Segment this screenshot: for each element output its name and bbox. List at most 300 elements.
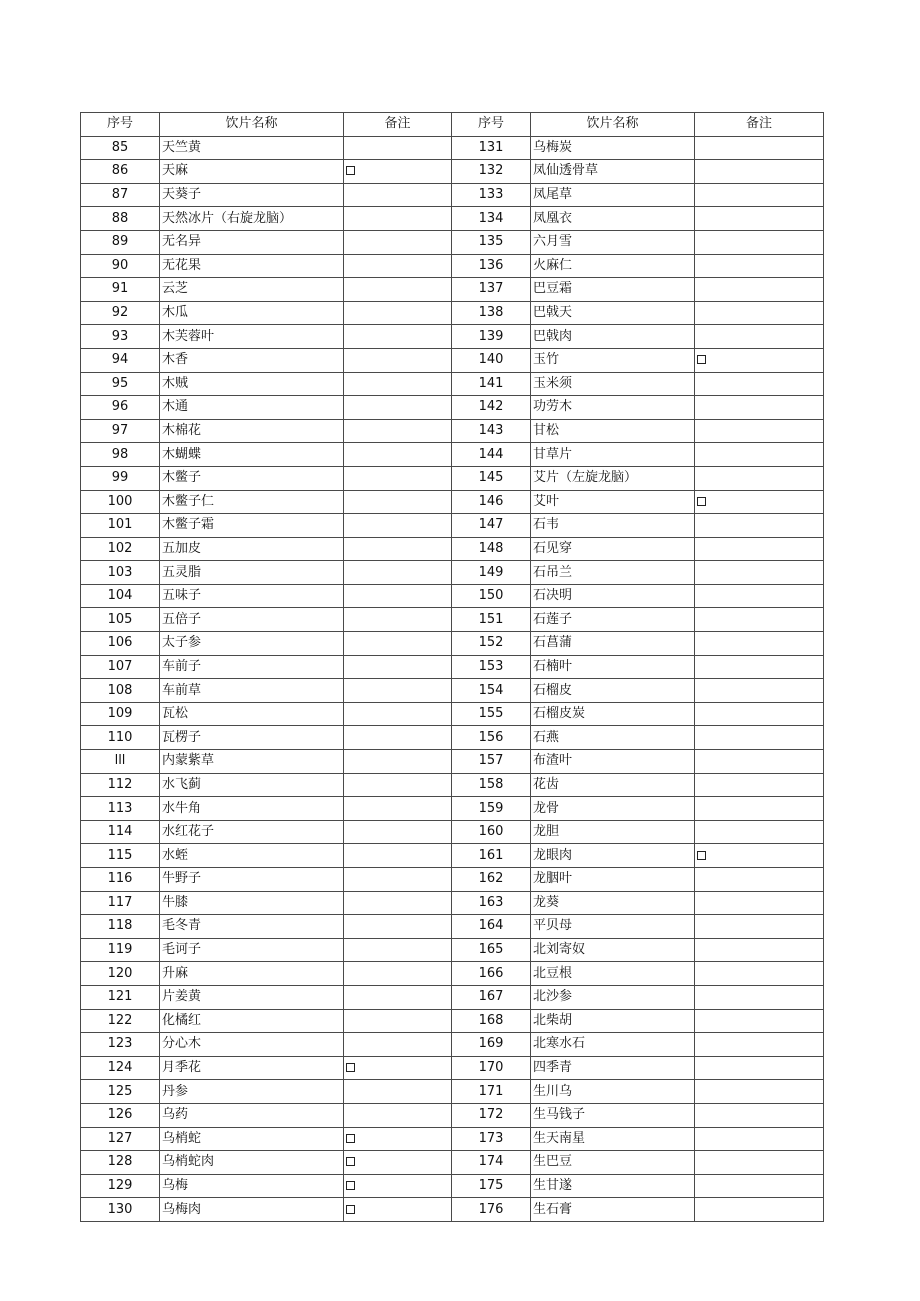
herb-name-left: 木香: [160, 348, 344, 372]
seq-right: 169: [452, 1033, 531, 1057]
herb-name-right: 功劳木: [531, 396, 695, 420]
note-left: [344, 868, 452, 892]
seq-left: 110: [81, 726, 160, 750]
seq-right: 152: [452, 632, 531, 656]
seq-left: 105: [81, 608, 160, 632]
seq-left: 109: [81, 702, 160, 726]
table-body: [81, 136, 824, 1221]
herb-name-right: 玉米须: [531, 372, 695, 396]
herb-name-left: 无花果: [160, 254, 344, 278]
herb-name-left: 毛冬青: [160, 915, 344, 939]
table-row: [81, 466, 824, 490]
note-right: [695, 1033, 824, 1057]
herb-name-right: 北柴胡: [531, 1009, 695, 1033]
seq-right: 153: [452, 655, 531, 679]
note-left: [344, 160, 452, 184]
note-right: [695, 750, 824, 774]
table-row: [81, 584, 824, 608]
seq-right: 136: [452, 254, 531, 278]
table-row: [81, 938, 824, 962]
herb-name-left: 木贼: [160, 372, 344, 396]
checkbox-mark-icon: [346, 1157, 355, 1166]
herb-table: [80, 112, 824, 1222]
seq-right: 148: [452, 537, 531, 561]
note-left: [344, 136, 452, 160]
note-right: [695, 1174, 824, 1198]
note-right: [695, 183, 824, 207]
note-right: [695, 348, 824, 372]
seq-left: 97: [81, 419, 160, 443]
table-row: [81, 230, 824, 254]
table-row: [81, 490, 824, 514]
herb-name-right: 巴豆霜: [531, 278, 695, 302]
table-row: [81, 183, 824, 207]
note-right: [695, 1198, 824, 1222]
herb-name-left: 木棉花: [160, 419, 344, 443]
seq-left: 128: [81, 1151, 160, 1175]
table-row: [81, 348, 824, 372]
note-left: [344, 372, 452, 396]
note-right: [695, 325, 824, 349]
seq-right: 172: [452, 1103, 531, 1127]
table-row: [81, 1056, 824, 1080]
table-row: [81, 561, 824, 585]
table-row: [81, 679, 824, 703]
herb-name-left: 升麻: [160, 962, 344, 986]
checkbox-mark-icon: [346, 166, 355, 175]
seq-left: 96: [81, 396, 160, 420]
herb-name-left: 木通: [160, 396, 344, 420]
note-left: [344, 773, 452, 797]
seq-right: 132: [452, 160, 531, 184]
checkbox-mark-icon: [697, 497, 706, 506]
seq-right: 155: [452, 702, 531, 726]
herb-name-right: 北沙参: [531, 985, 695, 1009]
herb-name-left: 五味子: [160, 584, 344, 608]
note-right: [695, 1103, 824, 1127]
herb-name-left: 天葵子: [160, 183, 344, 207]
seq-left: 130: [81, 1198, 160, 1222]
note-left: [344, 1151, 452, 1175]
herb-name-left: 车前草: [160, 679, 344, 703]
note-right: [695, 419, 824, 443]
note-right: [695, 938, 824, 962]
herb-name-left: 丹参: [160, 1080, 344, 1104]
herb-name-left: 木芙蓉叶: [160, 325, 344, 349]
note-left: [344, 325, 452, 349]
note-right: [695, 915, 824, 939]
checkbox-mark-icon: [346, 1205, 355, 1214]
herb-name-right: 北刘寄奴: [531, 938, 695, 962]
note-left: [344, 962, 452, 986]
note-left: [344, 891, 452, 915]
table-row: [81, 514, 824, 538]
seq-right: 158: [452, 773, 531, 797]
seq-right: 171: [452, 1080, 531, 1104]
table-row: [81, 632, 824, 656]
seq-right: 154: [452, 679, 531, 703]
herb-name-left: 乌梢蛇: [160, 1127, 344, 1151]
note-left: [344, 655, 452, 679]
table-row: [81, 726, 824, 750]
table-row: [81, 207, 824, 231]
note-left: [344, 1103, 452, 1127]
note-left: [344, 1127, 452, 1151]
seq-right: 149: [452, 561, 531, 585]
table-row: [81, 419, 824, 443]
note-right: [695, 891, 824, 915]
herb-name-right: 石决明: [531, 584, 695, 608]
seq-left: 115: [81, 844, 160, 868]
seq-left: 101: [81, 514, 160, 538]
herb-name-right: 龙眼肉: [531, 844, 695, 868]
herb-name-right: 石韦: [531, 514, 695, 538]
herb-name-left: 天竺黄: [160, 136, 344, 160]
herb-name-right: 凤凰衣: [531, 207, 695, 231]
note-right: [695, 820, 824, 844]
table-row: [81, 1009, 824, 1033]
seq-right: 135: [452, 230, 531, 254]
table-row: [81, 797, 824, 821]
herb-name-right: 火麻仁: [531, 254, 695, 278]
note-left: [344, 679, 452, 703]
table-row: [81, 1198, 824, 1222]
table-row: [81, 868, 824, 892]
seq-right: 161: [452, 844, 531, 868]
seq-left: 85: [81, 136, 160, 160]
note-left: [344, 1033, 452, 1057]
herb-name-right: 平贝母: [531, 915, 695, 939]
table-row: [81, 702, 824, 726]
note-right: [695, 396, 824, 420]
seq-right: 146: [452, 490, 531, 514]
herb-name-left: 木瓜: [160, 301, 344, 325]
seq-right: 131: [452, 136, 531, 160]
seq-right: 170: [452, 1056, 531, 1080]
herb-name-right: 北寒水石: [531, 1033, 695, 1057]
note-right: [695, 797, 824, 821]
note-left: [344, 348, 452, 372]
herb-name-right: 生川乌: [531, 1080, 695, 1104]
seq-left: 91: [81, 278, 160, 302]
seq-right: 134: [452, 207, 531, 231]
herb-name-left: 天麻: [160, 160, 344, 184]
herb-name-left: 五倍子: [160, 608, 344, 632]
seq-right: 138: [452, 301, 531, 325]
seq-right: 156: [452, 726, 531, 750]
note-left: [344, 584, 452, 608]
note-left: [344, 207, 452, 231]
note-right: [695, 962, 824, 986]
note-left: [344, 938, 452, 962]
seq-left: 114: [81, 820, 160, 844]
seq-right: 151: [452, 608, 531, 632]
table-row: [81, 278, 824, 302]
seq-right: 133: [452, 183, 531, 207]
table-row: [81, 985, 824, 1009]
herb-name-right: 石楠叶: [531, 655, 695, 679]
herb-name-left: 五加皮: [160, 537, 344, 561]
herb-name-right: 石菖蒲: [531, 632, 695, 656]
table-row: [81, 160, 824, 184]
note-right: [695, 1056, 824, 1080]
checkbox-mark-icon: [697, 355, 706, 364]
note-right: [695, 466, 824, 490]
table-row: [81, 655, 824, 679]
herb-name-right: 龙胆: [531, 820, 695, 844]
note-left: [344, 278, 452, 302]
seq-left: 86: [81, 160, 160, 184]
note-left: [344, 844, 452, 868]
seq-left: 87: [81, 183, 160, 207]
herb-name-left: 化橘红: [160, 1009, 344, 1033]
seq-left: 112: [81, 773, 160, 797]
note-right: [695, 584, 824, 608]
note-left: [344, 537, 452, 561]
table-row: [81, 396, 824, 420]
seq-left: 116: [81, 868, 160, 892]
seq-left: 103: [81, 561, 160, 585]
note-right: [695, 844, 824, 868]
seq-left: 122: [81, 1009, 160, 1033]
herb-name-left: 木鳖子: [160, 466, 344, 490]
note-right: [695, 278, 824, 302]
seq-left: 125: [81, 1080, 160, 1104]
herb-name-right: 凤仙透骨草: [531, 160, 695, 184]
header-note-right: 备注: [695, 113, 824, 137]
note-left: [344, 1056, 452, 1080]
seq-right: 165: [452, 938, 531, 962]
note-right: [695, 679, 824, 703]
note-left: [344, 419, 452, 443]
note-left: [344, 750, 452, 774]
herb-name-right: 生马钱子: [531, 1103, 695, 1127]
seq-left: 93: [81, 325, 160, 349]
note-left: [344, 443, 452, 467]
table-row: [81, 1127, 824, 1151]
note-right: [695, 1127, 824, 1151]
herb-name-right: 凤尾草: [531, 183, 695, 207]
herb-name-right: 生甘遂: [531, 1174, 695, 1198]
note-left: [344, 820, 452, 844]
note-right: [695, 1151, 824, 1175]
herb-name-right: 北豆根: [531, 962, 695, 986]
note-right: [695, 1080, 824, 1104]
herb-name-right: 六月雪: [531, 230, 695, 254]
note-right: [695, 230, 824, 254]
herb-name-left: 木鳖子仁: [160, 490, 344, 514]
note-left: [344, 797, 452, 821]
seq-left: 98: [81, 443, 160, 467]
note-right: [695, 608, 824, 632]
seq-left: 88: [81, 207, 160, 231]
seq-right: 173: [452, 1127, 531, 1151]
seq-left: 120: [81, 962, 160, 986]
seq-right: 144: [452, 443, 531, 467]
herb-name-right: 生巴豆: [531, 1151, 695, 1175]
table-row: [81, 608, 824, 632]
seq-left: 119: [81, 938, 160, 962]
herb-name-left: 乌梅肉: [160, 1198, 344, 1222]
table-row: [81, 443, 824, 467]
herb-name-left: 毛诃子: [160, 938, 344, 962]
seq-left: 118: [81, 915, 160, 939]
table-row: [81, 1033, 824, 1057]
herb-name-right: 花齿: [531, 773, 695, 797]
note-right: [695, 1009, 824, 1033]
seq-left: 100: [81, 490, 160, 514]
seq-left: 102: [81, 537, 160, 561]
note-left: [344, 561, 452, 585]
table-row: [81, 325, 824, 349]
seq-left: 108: [81, 679, 160, 703]
seq-left: lll: [81, 750, 160, 774]
note-left: [344, 985, 452, 1009]
note-left: [344, 608, 452, 632]
table-row: [81, 820, 824, 844]
note-right: [695, 207, 824, 231]
seq-left: 90: [81, 254, 160, 278]
herb-name-left: 五灵脂: [160, 561, 344, 585]
note-right: [695, 160, 824, 184]
herb-name-right: 石燕: [531, 726, 695, 750]
herb-name-right: 石莲子: [531, 608, 695, 632]
herb-name-right: 生天南星: [531, 1127, 695, 1151]
note-right: [695, 773, 824, 797]
seq-right: 160: [452, 820, 531, 844]
herb-name-right: 巴戟天: [531, 301, 695, 325]
checkbox-mark-icon: [346, 1181, 355, 1190]
seq-left: 89: [81, 230, 160, 254]
herb-name-left: 车前子: [160, 655, 344, 679]
table-row: [81, 1080, 824, 1104]
note-left: [344, 1198, 452, 1222]
herb-name-left: 天然冰片（右旋龙脑）: [160, 207, 344, 231]
seq-right: 163: [452, 891, 531, 915]
herb-name-left: 瓦松: [160, 702, 344, 726]
seq-left: 121: [81, 985, 160, 1009]
seq-right: 174: [452, 1151, 531, 1175]
table-row: [81, 915, 824, 939]
herb-name-right: 石榴皮: [531, 679, 695, 703]
herb-name-left: 牛野子: [160, 868, 344, 892]
note-left: [344, 726, 452, 750]
table-header: [81, 113, 824, 137]
note-left: [344, 1174, 452, 1198]
seq-right: 147: [452, 514, 531, 538]
note-left: [344, 490, 452, 514]
herb-name-right: 石榴皮炭: [531, 702, 695, 726]
seq-right: 141: [452, 372, 531, 396]
herb-name-left: 木鳖子霜: [160, 514, 344, 538]
herb-name-right: 甘草片: [531, 443, 695, 467]
seq-left: 129: [81, 1174, 160, 1198]
seq-left: 99: [81, 466, 160, 490]
herb-name-left: 内蒙紫草: [160, 750, 344, 774]
seq-left: 94: [81, 348, 160, 372]
herb-name-right: 艾片（左旋龙脑）: [531, 466, 695, 490]
herb-name-right: 艾叶: [531, 490, 695, 514]
seq-left: 95: [81, 372, 160, 396]
herb-name-right: 玉竹: [531, 348, 695, 372]
seq-left: 113: [81, 797, 160, 821]
herb-name-right: 巴戟肉: [531, 325, 695, 349]
seq-right: 150: [452, 584, 531, 608]
note-left: [344, 230, 452, 254]
note-right: [695, 490, 824, 514]
table-row: [81, 891, 824, 915]
seq-right: 159: [452, 797, 531, 821]
seq-right: 168: [452, 1009, 531, 1033]
seq-right: 140: [452, 348, 531, 372]
table-row: [81, 372, 824, 396]
note-left: [344, 514, 452, 538]
herb-name-right: 石见穿: [531, 537, 695, 561]
herb-name-left: 太子参: [160, 632, 344, 656]
header-note-left: 备注: [344, 113, 452, 137]
herb-name-right: 布渣叶: [531, 750, 695, 774]
table-row: [81, 1151, 824, 1175]
seq-right: 167: [452, 985, 531, 1009]
checkbox-mark-icon: [346, 1134, 355, 1143]
table-row: [81, 962, 824, 986]
herb-name-left: 水牛角: [160, 797, 344, 821]
seq-left: 126: [81, 1103, 160, 1127]
seq-left: 104: [81, 584, 160, 608]
seq-right: 145: [452, 466, 531, 490]
table-row: [81, 136, 824, 160]
seq-right: 143: [452, 419, 531, 443]
herb-name-right: 龙胭叶: [531, 868, 695, 892]
note-left: [344, 254, 452, 278]
herb-name-left: 瓦楞子: [160, 726, 344, 750]
seq-right: 166: [452, 962, 531, 986]
herb-name-right: 石吊兰: [531, 561, 695, 585]
herb-name-right: 乌梅炭: [531, 136, 695, 160]
note-right: [695, 537, 824, 561]
note-right: [695, 561, 824, 585]
seq-left: 117: [81, 891, 160, 915]
herb-name-left: 水红花子: [160, 820, 344, 844]
seq-right: 162: [452, 868, 531, 892]
note-left: [344, 915, 452, 939]
checkbox-mark-icon: [697, 851, 706, 860]
table-row: [81, 773, 824, 797]
note-right: [695, 726, 824, 750]
table-row: [81, 537, 824, 561]
herb-name-left: 无名异: [160, 230, 344, 254]
note-left: [344, 632, 452, 656]
seq-right: 139: [452, 325, 531, 349]
herb-name-left: 乌药: [160, 1103, 344, 1127]
note-left: [344, 301, 452, 325]
note-right: [695, 632, 824, 656]
seq-right: 142: [452, 396, 531, 420]
seq-left: 92: [81, 301, 160, 325]
table-row: [81, 844, 824, 868]
herb-name-left: 分心木: [160, 1033, 344, 1057]
note-left: [344, 1080, 452, 1104]
herb-name-left: 乌梢蛇肉: [160, 1151, 344, 1175]
note-right: [695, 655, 824, 679]
note-right: [695, 443, 824, 467]
note-right: [695, 372, 824, 396]
note-right: [695, 254, 824, 278]
note-right: [695, 985, 824, 1009]
table-row: [81, 254, 824, 278]
note-right: [695, 514, 824, 538]
note-left: [344, 183, 452, 207]
